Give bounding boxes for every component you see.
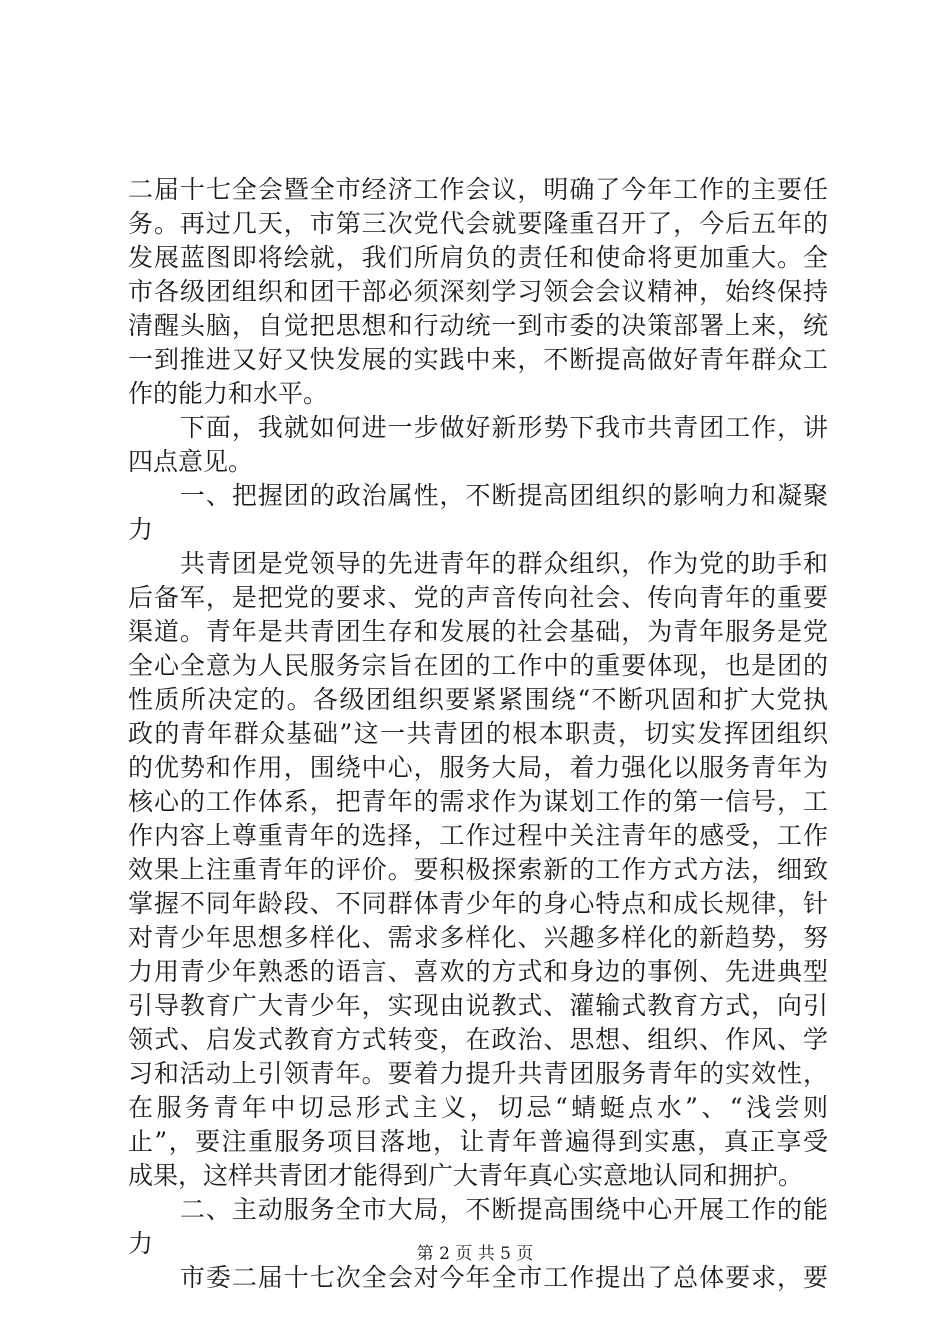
text-line: 性质所决定的。各级团组织要紧紧围绕“不断巩固和扩大党执	[128, 685, 828, 714]
text-line: 的优势和作用，围绕中心，服务大局，着力强化以服务青年为	[128, 753, 828, 782]
text-line: 下面，我就如何进一步做好新形势下我市共青团工作，讲	[128, 413, 828, 442]
text-line: 效果上注重青年的评价。要积极探索新的工作方式方法，细致	[128, 855, 828, 884]
page-number-footer: 第 2 页 共 5 页	[416, 1244, 534, 1264]
section-heading-line: 力	[128, 515, 154, 544]
text-line: 政的青年群众基础”这一共青团的根本职责，切实发挥团组织	[128, 719, 828, 748]
text-line: 后备军，是把党的要求、党的声音传向社会、传向青年的重要	[128, 583, 828, 612]
text-line: 习和活动上引领青年。要着力提升共青团服务青年的实效性，	[128, 1059, 828, 1088]
text-line: 作的能力和水平。	[128, 379, 329, 408]
text-line: 作内容上尊重青年的选择，工作过程中关注青年的感受，工作	[128, 821, 828, 850]
section-heading-line: 二、主动服务全市大局，不断提高围绕中心开展工作的能	[128, 1195, 828, 1224]
text-line: 四点意见。	[128, 447, 254, 476]
text-line: 二届十七全会暨全市经济工作会议，明确了今年工作的主要任	[128, 175, 828, 204]
text-line: 渠道。青年是共青团生存和发展的社会基础，为青年服务是党	[128, 617, 828, 646]
text-line: 成果，这样共青团才能得到广大青年真心实意地认同和拥护。	[128, 1161, 804, 1190]
text-line: 市各级团组织和团干部必须深刻学习领会会议精神，始终保持	[128, 277, 828, 306]
text-line: 全心全意为人民服务宗旨在团的工作中的重要体现，也是团的	[128, 651, 828, 680]
text-line: 对青少年思想多样化、需求多样化、兴趣多样化的新趋势，努	[128, 923, 828, 952]
section-heading-line: 力	[128, 1229, 154, 1258]
text-line: 力用青少年熟悉的语言、喜欢的方式和身边的事例、先进典型	[128, 957, 828, 986]
text-line: 清醒头脑，自觉把思想和行动统一到市委的决策部署上来，统	[128, 311, 828, 340]
section-heading-line: 一、把握团的政治属性，不断提高团组织的影响力和凝聚	[128, 481, 828, 510]
text-line: 市委二届十七次全会对今年全市工作提出了总体要求，要	[128, 1263, 828, 1292]
body-text	[128, 173, 828, 1295]
text-line: 一到推进又好又快发展的实践中来，不断提高做好青年群众工	[128, 345, 828, 374]
text-line: 掌握不同年龄段、不同群体青少年的身心特点和成长规律，针	[128, 889, 828, 918]
text-line: 引导教育广大青少年，实现由说教式、灌输式教育方式，向引	[128, 991, 828, 1020]
text-line: 共青团是党领导的先进青年的群众组织，作为党的助手和	[128, 549, 828, 578]
text-line: 领式、启发式教育方式转变，在政治、思想、组织、作风、学	[128, 1025, 828, 1054]
text-line: 在服务青年中切忌形式主义，切忌“蜻蜓点水”、“浅尝则	[128, 1093, 828, 1122]
text-line: 务。再过几天，市第三次党代会就要隆重召开了，今后五年的	[128, 209, 828, 238]
text-line: 止”，要注重服务项目落地，让青年普遍得到实惠，真正享受	[128, 1127, 828, 1156]
text-line: 核心的工作体系，把青年的需求作为谋划工作的第一信号，工	[128, 787, 828, 816]
text-line: 发展蓝图即将绘就，我们所肩负的责任和使命将更加重大。全	[128, 243, 828, 272]
